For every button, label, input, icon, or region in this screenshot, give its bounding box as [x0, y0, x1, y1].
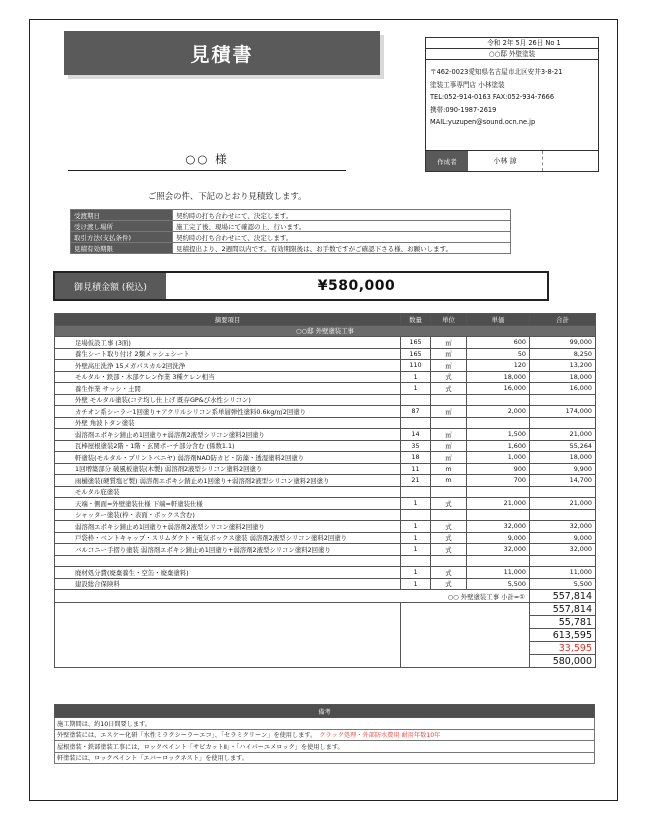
item-qty: 87: [401, 406, 431, 418]
table-row: [55, 360, 596, 372]
item-description: 建設総合保険料: [55, 578, 401, 590]
item-qty: 1: [401, 498, 431, 510]
table-row: [55, 429, 596, 441]
condition-value: 見積提出より、2週間以内です。有効期限後は、お手数ですがご確認下さる様、お願いします。: [173, 243, 511, 254]
item-unit: 式: [431, 544, 467, 556]
item-unit: [431, 509, 467, 521]
table-row: [55, 394, 596, 406]
item-amount: [530, 394, 596, 406]
item-qty: 1: [401, 371, 431, 383]
company-mobile: 携帯:090-1987-2619: [430, 105, 497, 114]
item-unit: 式: [431, 578, 467, 590]
total-amount: ¥580,000: [317, 278, 396, 294]
item-amount: 13,200: [530, 360, 596, 372]
note-line: [55, 741, 595, 753]
memo-area-left: [55, 603, 401, 668]
item-amount: 32,000: [530, 521, 596, 533]
table-row: [55, 371, 596, 383]
item-amount: 21,000: [530, 429, 596, 441]
item-description: 養生シート取り付け 2類メッシュシート: [55, 348, 401, 360]
item-amount: 11,000: [530, 567, 596, 579]
item-price: 11,000: [467, 567, 530, 579]
note-row: [55, 729, 595, 741]
item-price: 2,000: [467, 406, 530, 418]
table-row: [55, 417, 596, 429]
item-price: 120: [467, 360, 530, 372]
table-row: [55, 521, 596, 533]
note-row: [55, 752, 595, 764]
company-name: 塗装工事専門店 小林塗装: [430, 80, 505, 89]
table-row: [55, 532, 596, 544]
sum-value: 557,814: [530, 603, 596, 616]
items-header-row: [55, 314, 596, 326]
item-price: 32,000: [467, 544, 530, 556]
item-price: [467, 394, 530, 406]
item-description: 外壁高圧洗浄 15メガパスカル2回洗浄: [55, 360, 401, 372]
project-name: ○○邸 外壁塗装: [426, 49, 598, 60]
item-description: 瓦棒屋根塗装2階・1階・玄関ポーチ部分含む (係数1.1): [55, 440, 401, 452]
item-unit: m: [431, 475, 467, 487]
item-amount: [530, 486, 596, 498]
sum-value: 55,781: [530, 616, 596, 629]
company-details: [426, 60, 598, 129]
author-label: 作成者: [426, 151, 468, 171]
table-row: [55, 383, 596, 395]
item-qty: 1: [401, 567, 431, 579]
item-qty: [401, 394, 431, 406]
item-description: 軒塗装(モルタル・プリントベニヤ) 弱溶剤NAD防カビ・防藻・透湿塗料2回塗り: [55, 452, 401, 464]
table-row: [55, 406, 596, 418]
item-unit: ㎡: [431, 440, 467, 452]
note-line: [55, 729, 595, 741]
note-line: [55, 752, 595, 764]
table-row: [55, 337, 596, 349]
header-unit: 単位: [431, 314, 467, 326]
item-unit: ㎡: [431, 452, 467, 464]
sum-value: 557,814: [530, 590, 596, 603]
table-row: [55, 498, 596, 510]
company-mail: MAIL:yuzupen@sound.ocn.ne.jp: [430, 118, 536, 127]
item-amount: 8,250: [530, 348, 596, 360]
condition-row: [71, 243, 511, 254]
item-description: 足場仮設工事 (3面): [55, 337, 401, 349]
header-price: 単価: [467, 314, 530, 326]
item-price: [467, 417, 530, 429]
item-price: 1,500: [467, 429, 530, 441]
item-description: 養生作業 サッシ・土間: [55, 383, 401, 395]
item-unit: 式: [431, 383, 467, 395]
company-address: 〒462-0023愛知県名古屋市北区安井3-8-21: [430, 68, 563, 76]
condition-value: 施工完了後、現場にて確認の上、行います。: [173, 221, 511, 232]
total-box: [53, 271, 549, 301]
item-description: モルタル・鉄部・木部ケレン作業 3種ケレン相当: [55, 371, 401, 383]
item-price: 5,500: [467, 578, 530, 590]
header-item: 摘要項目: [55, 314, 401, 326]
table-row: [55, 348, 596, 360]
item-description: モルタル庇塗装: [55, 486, 401, 498]
item-description: 外壁 モルタル塗装(コテ均し仕上げ 既存GP&び水性シリコン): [55, 394, 401, 406]
item-qty: 165: [401, 337, 431, 349]
item-unit: ㎡: [431, 429, 467, 441]
item-unit: [431, 555, 467, 567]
item-qty: 18: [401, 452, 431, 464]
notes-header: 備考: [55, 705, 595, 718]
item-price: 600: [467, 337, 530, 349]
table-row: [55, 486, 596, 498]
item-amount: 32,000: [530, 544, 596, 556]
company-info-box: [425, 37, 599, 172]
item-qty: 1: [401, 532, 431, 544]
item-description: 雨樋塗装(硬質塩ビ製) 弱溶剤エポキシ錆止め1回塗り+弱溶剤2液型シリコン塗料2回塗り: [55, 475, 401, 487]
item-amount: [530, 417, 596, 429]
item-unit: [431, 486, 467, 498]
item-description: カチオン系シーラー1回塗り+アクリルシリコン系単層弾性塗料0.6kg/㎡2回塗り: [55, 406, 401, 418]
estimate-sheet: [29, 19, 618, 801]
condition-row: [71, 210, 511, 221]
sum-value: 33,595: [530, 642, 596, 655]
item-qty: 1: [401, 578, 431, 590]
table-row: [55, 440, 596, 452]
item-unit: 式: [431, 521, 467, 533]
condition-value: 契約時の打ち合わせにて、決定します。: [173, 232, 511, 243]
table-row: [55, 567, 596, 579]
item-qty: 1: [401, 544, 431, 556]
sum-value: 613,595: [530, 629, 596, 642]
condition-row: [71, 232, 511, 243]
condition-label: 受け渡し場所: [71, 221, 173, 232]
group-row: [55, 325, 596, 337]
author-name: 小林 諒: [468, 151, 543, 171]
item-price: 18,000: [467, 371, 530, 383]
notes-table: [54, 704, 595, 764]
header-amount: 合計: [530, 314, 596, 326]
item-unit: 式: [431, 567, 467, 579]
item-qty: 1: [401, 521, 431, 533]
company-phone: TEL:052-914-0163 FAX:052-934-7666: [430, 93, 555, 102]
table-row: [55, 544, 596, 556]
item-unit: 式: [431, 371, 467, 383]
item-price: 9,000: [467, 532, 530, 544]
condition-label: 見積有効期限: [71, 243, 173, 254]
item-amount: 9,000: [530, 532, 596, 544]
item-unit: ㎡: [431, 406, 467, 418]
table-row: [55, 463, 596, 475]
items-table: [54, 313, 596, 668]
header-qty: 数量: [401, 314, 431, 326]
item-qty: [401, 555, 431, 567]
item-amount: 55,264: [530, 440, 596, 452]
total-label: 御見積金額 (税込): [55, 273, 166, 299]
item-amount: [530, 509, 596, 521]
item-qty: [401, 509, 431, 521]
item-description: 廃材処分費(廃棄養生・空缶・廃棄塗料): [55, 567, 401, 579]
item-qty: 14: [401, 429, 431, 441]
item-amount: 14,700: [530, 475, 596, 487]
estimate-date: 令和 2年 5月 26日 No 1: [426, 38, 598, 49]
item-unit: [431, 417, 467, 429]
item-qty: 110: [401, 360, 431, 372]
item-description: バルコニー手摺り塗装 弱溶剤エポキシ錆止め1回塗り+弱溶剤2液型シリコン塗料2回塗り: [55, 544, 401, 556]
item-description: 弱溶剤エポキシ錆止め1回塗り+弱溶剤2液型シリコン塗料2回塗り: [55, 429, 401, 441]
item-price: 900: [467, 463, 530, 475]
item-amount: 21,000: [530, 498, 596, 510]
sum-value: 580,000: [530, 655, 596, 668]
table-row: [55, 578, 596, 590]
item-description: [55, 555, 401, 567]
item-price: [467, 555, 530, 567]
sum-row: [55, 603, 596, 616]
item-qty: 11: [401, 463, 431, 475]
item-qty: 21: [401, 475, 431, 487]
item-description: シャッター塗装(枠・表面・ボックス含む): [55, 509, 401, 521]
item-unit: 式: [431, 532, 467, 544]
item-description: 弱溶剤エポキシ錆止め1回塗り+弱溶剤2液型シリコン塗料2回塗り: [55, 521, 401, 533]
item-description: 天端・側面=外壁塗装仕様 下端=軒塗装仕様: [55, 498, 401, 510]
item-price: 21,000: [467, 498, 530, 510]
page-title: 見積書: [64, 31, 380, 75]
addressee: ○○ 様: [68, 148, 346, 171]
table-row: [55, 555, 596, 567]
note-text: 軒塗装には、ロックペイント「エバーロックネスト」を使用します。: [57, 755, 249, 763]
table-row: [55, 509, 596, 521]
item-price: 50: [467, 348, 530, 360]
item-qty: 1: [401, 383, 431, 395]
item-amount: 9,900: [530, 463, 596, 475]
author-row: [426, 150, 598, 171]
item-amount: [530, 555, 596, 567]
item-qty: [401, 417, 431, 429]
table-row: [55, 452, 596, 464]
item-unit: [431, 394, 467, 406]
note-row: [55, 741, 595, 753]
sum-row: [55, 590, 596, 603]
item-qty: [401, 486, 431, 498]
item-description: 外壁 角波トタン塗装: [55, 417, 401, 429]
item-description: 1回増築部分 破風板塗装(木製) 弱溶剤2液型シリコン塗料2回塗り: [55, 463, 401, 475]
item-amount: 99,000: [530, 337, 596, 349]
item-unit: 式: [431, 498, 467, 510]
note-text: 施工期間は、約10日間要します。: [57, 720, 152, 728]
conditions-table: [70, 209, 511, 254]
item-unit: m: [431, 463, 467, 475]
condition-value: 契約時の打ち合わせにて、決定します。: [173, 210, 511, 221]
item-unit: ㎡: [431, 360, 467, 372]
item-price: [467, 486, 530, 498]
item-amount: 18,000: [530, 371, 596, 383]
intro-text: ご照会の件、下記のとおり見積致します。: [148, 191, 307, 201]
item-price: 1,600: [467, 440, 530, 452]
memo-area-right: [401, 603, 530, 668]
item-price: 32,000: [467, 521, 530, 533]
condition-label: 取引方法(支払条件): [71, 232, 173, 243]
note-row: [55, 718, 595, 730]
item-price: [467, 509, 530, 521]
item-unit: ㎡: [431, 337, 467, 349]
item-price: 1,000: [467, 452, 530, 464]
note-line: [55, 718, 595, 730]
note-text: 外壁塗装には、エスケー化研「水性ミラクシーラーエコ」、「セラミクリーン」を使用します。: [57, 732, 317, 740]
item-qty: 165: [401, 348, 431, 360]
item-price: 700: [467, 475, 530, 487]
condition-label: 受渡期日: [71, 210, 173, 221]
group-title: ○○邸 外壁塗装工事: [55, 325, 596, 337]
item-price: 16,000: [467, 383, 530, 395]
item-amount: 18,000: [530, 452, 596, 464]
subtotal-label: ○○ 外壁塗装工事 小計=①: [55, 590, 530, 603]
note-highlight: クラック処理・外部防水費用 耐用年数10年: [319, 732, 441, 740]
item-description: 戸袋枠・ベントキャップ・スリムダクト・電気ボックス塗装 弱溶剤2液型シリコン塗料2回塗り: [55, 532, 401, 544]
note-text: 屋根塗装・鉄部塗装工事には、ロックペイント「サビカットⅡ」・「ハイパーユメロック」を使用します。: [57, 743, 344, 751]
condition-row: [71, 221, 511, 232]
table-row: [55, 475, 596, 487]
item-amount: 16,000: [530, 383, 596, 395]
item-amount: 5,500: [530, 578, 596, 590]
item-qty: 35: [401, 440, 431, 452]
item-unit: ㎡: [431, 348, 467, 360]
item-amount: 174,000: [530, 406, 596, 418]
